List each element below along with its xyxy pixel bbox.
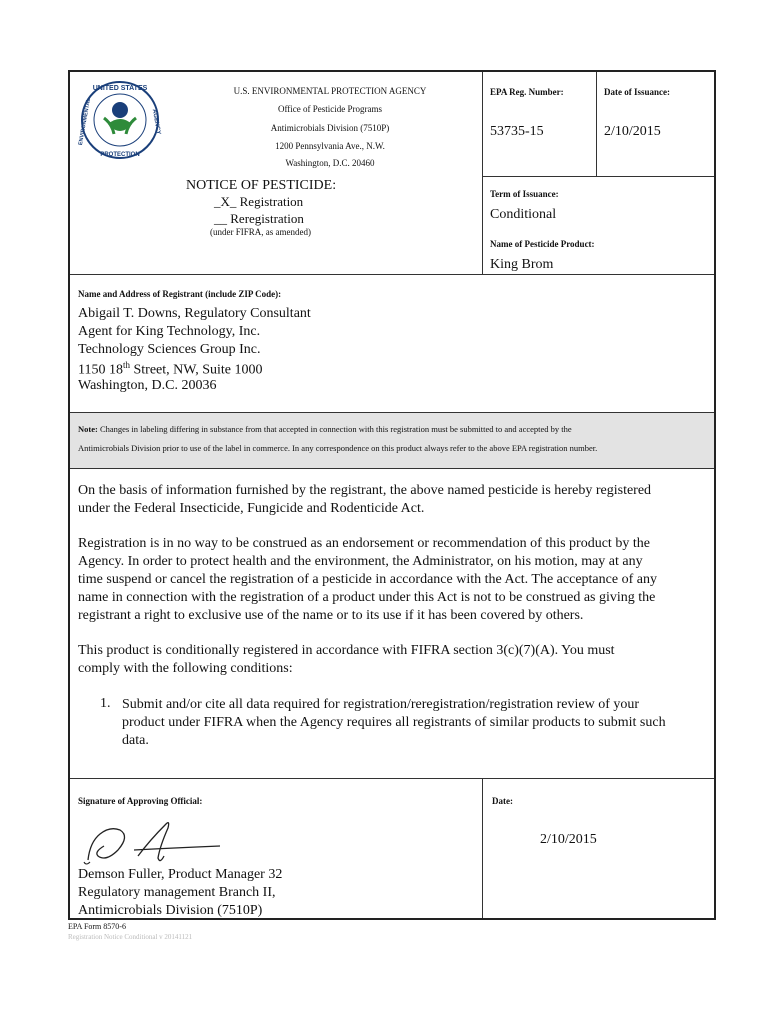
agency-line-2: Office of Pesticide Programs [277, 104, 383, 114]
para3-line-2: comply with the following conditions: [78, 661, 293, 676]
fifra-note: (under FIFRA, as amended) [210, 227, 311, 237]
para2-line-4: name in connection with the registration of a product under this Act is not to be construed as giving the [78, 590, 656, 605]
reg-number-value: 53735-15 [490, 124, 544, 139]
form-number: EPA Form 8570-6 [68, 922, 126, 931]
para2-line-3: time suspend or cancel the registration of a pesticide in accordance with the Act. The acceptance of any [78, 572, 657, 587]
reg-number-label: EPA Reg. Number: [490, 87, 564, 97]
note-band [70, 412, 714, 468]
registrant-line-1: Abigail T. Downs, Regulatory Consultant [78, 306, 311, 321]
epa-seal-icon [78, 78, 162, 162]
registrant-label: Name and Address of Registrant (include ZIP Code): [78, 289, 282, 299]
term-label: Term of Issuance: [490, 189, 559, 199]
agency-line-4: 1200 Pennsylvania Ave., N.W. [275, 141, 385, 151]
condition-line-1: Submit and/or cite all data required for registration/reregistration/registration review of your [122, 697, 640, 712]
form-subtitle: Registration Notice Conditional v 20141121 [68, 933, 193, 941]
product-name-label: Name of Pesticide Product: [490, 239, 595, 249]
para2-line-5: registrant a right to exclusive use of the name or to its use if it has been covered by others. [78, 608, 584, 623]
notice-title: NOTICE OF PESTICIDE: [186, 178, 337, 193]
condition-line-3: data. [122, 733, 149, 748]
seal-text-bottom: PROTECTION [100, 152, 140, 158]
agency-line-3: Antimicrobials Division (7510P) [270, 123, 390, 133]
signature-label: Signature of Approving Official: [78, 796, 203, 806]
official-division: Antimicrobials Division (7510P) [78, 903, 263, 918]
condition-line-2: product under FIFRA when the Agency requires all registrants of similar products to submit such [122, 715, 666, 730]
registrant-line-2: Agent for King Technology, Inc. [78, 324, 261, 339]
para1-line-1: On the basis of information furnished by the registrant, the above named pesticide is hereby registered [78, 483, 652, 498]
product-name-value: King Brom [490, 257, 554, 272]
para1-line-2: under the Federal Insecticide, Fungicide and Rodenticide Act. [78, 501, 425, 516]
seal-text-top: UNITED STATES [92, 85, 148, 92]
para3-line-1: This product is conditionally registered in accordance with FIFRA section 3(c)(7)(A). You must [78, 643, 615, 658]
agency-line-1: U.S. ENVIRONMENTAL PROTECTION AGENCY [233, 86, 427, 96]
reregistration-checkbox: __ Reregistration [214, 211, 304, 226]
note-line-2: Antimicrobials Division prior to use of the label in commerce. In any correspondence on this product always refer to the above EPA registration number. [78, 443, 598, 453]
term-value: Conditional [490, 207, 557, 222]
official-name: Demson Fuller, Product Manager 32 [78, 867, 283, 882]
issuance-date-value: 2/10/2015 [604, 124, 661, 139]
seal-text-right: AGENCY [150, 108, 162, 135]
registrant-line-5: Washington, D.C. 20036 [78, 378, 217, 393]
date-label: Date: [492, 796, 513, 806]
registration-checkbox: _X_ Registration [214, 194, 304, 209]
signature-image [80, 812, 230, 868]
agency-line-5: Washington, D.C. 20460 [285, 158, 375, 168]
note-line-1: Note: Changes in labeling differing in substance from that accepted in connection with this registration must be submitted to and accepted by the [78, 424, 572, 434]
condition-number: 1. [100, 696, 111, 711]
registrant-line-4: 1150 18th Street, NW, Suite 1000 [78, 360, 263, 378]
official-branch: Regulatory management Branch II, [78, 885, 276, 900]
para2-line-1: Registration is in no way to be construed as an endorsement or recommendation of this product by the [78, 536, 650, 551]
date-value: 2/10/2015 [540, 832, 597, 847]
registration-notice-form [68, 70, 716, 920]
para2-line-2: Agency. In order to protect health and the environment, the Administrator, on his motion, may at any [78, 554, 643, 569]
seal-text-left: ENVIRONMENTAL [78, 97, 93, 146]
registrant-line-3: Technology Sciences Group Inc. [78, 342, 261, 357]
issuance-date-label: Date of Issuance: [604, 87, 670, 97]
